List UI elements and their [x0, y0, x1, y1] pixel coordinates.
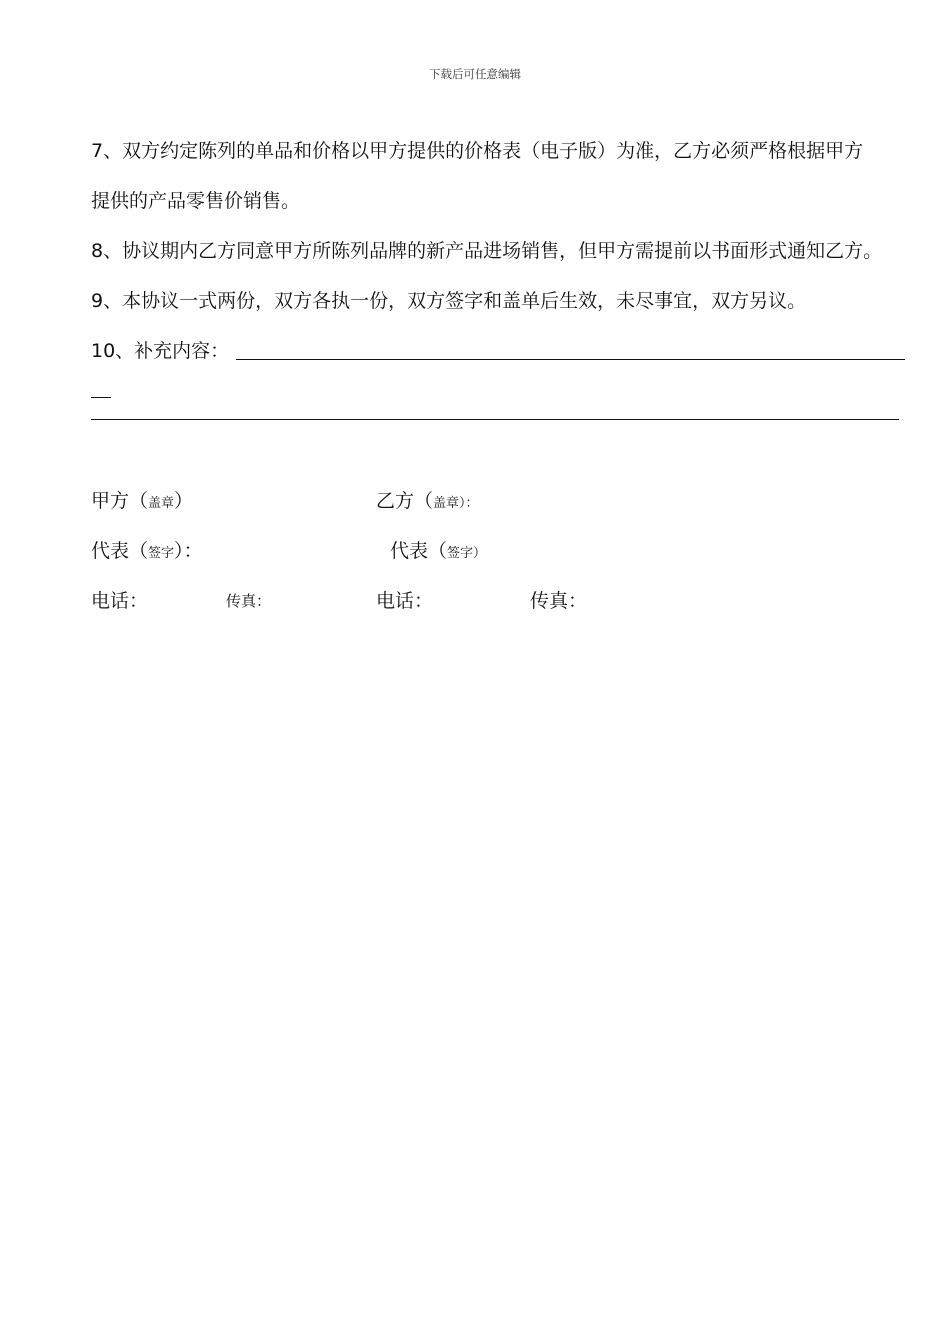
- rep-b-label: 代表（: [390, 540, 448, 562]
- party-a-seal-text: 盖章: [148, 496, 175, 511]
- rep-a-close: ）：: [174, 540, 203, 562]
- clause-8: 8、协议期内乙方同意甲方所陈列品牌的新产品进场销售，但甲方需提前以书面形式通知乙方。: [91, 240, 883, 262]
- clause-7-line-1: 7、双方约定陈列的单品和价格以甲方提供的价格表（电子版）为准，乙方必须严格根据甲方: [91, 140, 864, 162]
- clause-7-line-2: 提供的产品零售价销售。: [91, 190, 301, 212]
- party-a-label: 甲方（: [91, 490, 149, 512]
- party-b-seal-text: 盖章）：: [433, 496, 479, 511]
- supplement-blank-line-1[interactable]: [236, 359, 905, 360]
- supplement-blank-line-2[interactable]: [91, 397, 111, 398]
- clause-10-label: 10、补充内容：: [91, 340, 230, 362]
- page-header-note: 下载后可任意编辑: [429, 67, 521, 81]
- fax-b-label: 传真：: [530, 590, 588, 612]
- rep-a-sign-text: 签字: [148, 546, 175, 561]
- clause-9: 9、本协议一式两份，双方各执一份，双方签字和盖单后生效，未尽事宜，双方另议。: [91, 290, 807, 312]
- party-b-seal-label: [376, 486, 479, 513]
- party-a-seal-label: [91, 486, 193, 513]
- supplement-blank-line-3[interactable]: [91, 419, 899, 420]
- rep-b-sign-label: [390, 536, 486, 563]
- rep-a-label: 代表（: [91, 540, 149, 562]
- party-a-close: ）: [174, 490, 194, 512]
- phone-a-label: 电话：: [91, 590, 149, 612]
- party-b-label: 乙方（: [376, 490, 434, 512]
- rep-a-sign-label: [91, 536, 203, 563]
- phone-b-label: 电话：: [376, 590, 434, 612]
- fax-a-label: 传真：: [226, 592, 272, 610]
- rep-b-sign-text: 签字）: [447, 546, 487, 561]
